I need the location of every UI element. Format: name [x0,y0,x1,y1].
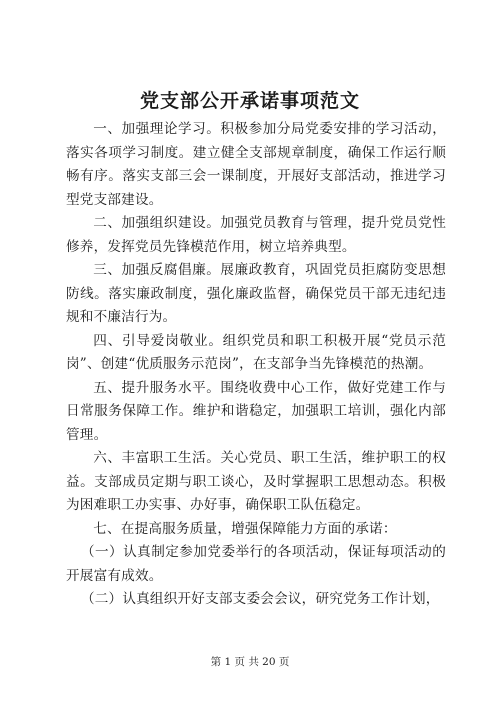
paragraph-subitem-2: （二）认真组织开好支部支委会会议，研究党务工作计划， [80,591,440,607]
paragraph-subitem-1: （一）认真制定参加党委举行的各项活动，保证每项活动的开展富有成效。 [66,544,446,584]
document-body [66,118,446,612]
paragraph-commitment-heading: 七、在提高服务质量，增强保障能力方面的承诺： [93,520,397,537]
paragraph-anti-corruption: 三、加强反腐倡廉。展廉政教育，巩固党员拒腐防变思想防线。落实廉政制度，强化廉政监督，确保党员干部无违纪违规和不廉洁行为。 [66,262,446,325]
paragraph-organization: 二、加强组织建设。加强党员教育与管理，提升党员党性修养，发挥党员先锋模范作用，树立培养典型。 [66,215,446,255]
document-title: 党支部公开承诺事项范文 [139,90,360,112]
paragraph-dedication: 四、引导爱岗敬业。组织党员和职工积极开展“党员示范岗”、创建“优质服务示范岗”，在支部争当先锋模范的热潮。 [66,332,446,372]
page-footer: 第 1 页 共 20 页 [210,656,290,668]
paragraph-service-level: 五、提升服务水平。围绕收费中心工作，做好党建工作与日常服务保障工作。维护和谐稳定，加强职工培训，强化内部管理。 [66,379,446,443]
paragraph-staff-life: 六、丰富职工生活。关心党员、职工生活，维护职工的权益。支部成员定期与职工谈心，及时掌握职工思想动态。积极为困难职工办实事、办好事，确保职工队伍稳定。 [66,450,446,513]
paragraph-theory-study: 一、加强理论学习。积极参加分局党委安排的学习活动，落实各项学习制度。建立健全支部规章制度，确保工作运行顺畅有序。落实支部三会一课制度，开展好支部活动，推进学习型党支部建设。 [66,121,446,208]
